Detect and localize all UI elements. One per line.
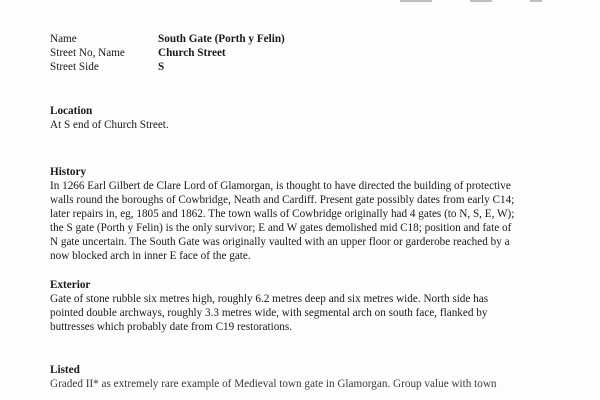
scan-mark: [470, 0, 492, 2]
field-street-side: [50, 60, 285, 74]
section-text-line: later repairs in, eg, 1805 and 1862. The town walls of Cowbridge originally had 4 gates (to N, S, E, W);: [50, 208, 515, 220]
field-value: S: [158, 61, 165, 73]
section-heading: Location: [50, 105, 93, 117]
field-label: Street No, Name: [50, 47, 125, 59]
section-exterior: [50, 278, 570, 334]
section-listed: [50, 363, 570, 391]
section-text-line: Gate of stone rubble six metres high, roughly 6.2 metres deep and six metres wide. North side has: [50, 293, 489, 305]
field-street: [50, 46, 285, 60]
section-heading: Listed: [50, 364, 80, 376]
header-scan-marks: [380, 0, 580, 6]
scan-mark: [400, 0, 432, 2]
record-fields: [50, 32, 285, 74]
section-text-line: N gate uncertain. The South Gate was originally vaulted with an upper floor or garderobe reached by a: [50, 236, 510, 248]
section-text-line: now blocked arch in inner E face of the gate.: [50, 250, 251, 262]
section-text-line: buttresses which probably date from C19 restorations.: [50, 321, 293, 333]
section-text-line: the S gate (Porth y Felin) is the only survivor; E and W gates demolished mid C18; position and fate of: [50, 222, 512, 234]
section-history: [50, 165, 570, 263]
field-label: Name: [50, 33, 77, 45]
section-text-line: walls round the boroughs of Cowbridge, Neath and Cardiff. Present gate possibly dates from early C14;: [50, 194, 515, 206]
section-heading: Exterior: [50, 279, 91, 291]
field-value: Church Street: [158, 47, 226, 59]
section-text-line: In 1266 Earl Gilbert de Clare Lord of Glamorgan, is thought to have directed the building of protective: [50, 180, 511, 192]
scan-mark: [530, 0, 542, 2]
field-name: [50, 32, 285, 46]
section-text-line: Graded II* as extremely rare example of Medieval town gate in Glamorgan. Group value with town: [50, 378, 497, 390]
section-text-line: pointed double archways, roughly 3.3 metres wide, with segmental arch on south face, flanked by: [50, 307, 488, 319]
section-heading: History: [50, 166, 87, 178]
section-text-line: At S end of Church Street.: [50, 119, 169, 131]
section-location: [50, 104, 570, 132]
field-label: Street Side: [50, 61, 99, 73]
field-value: South Gate (Porth y Felin): [158, 33, 285, 45]
